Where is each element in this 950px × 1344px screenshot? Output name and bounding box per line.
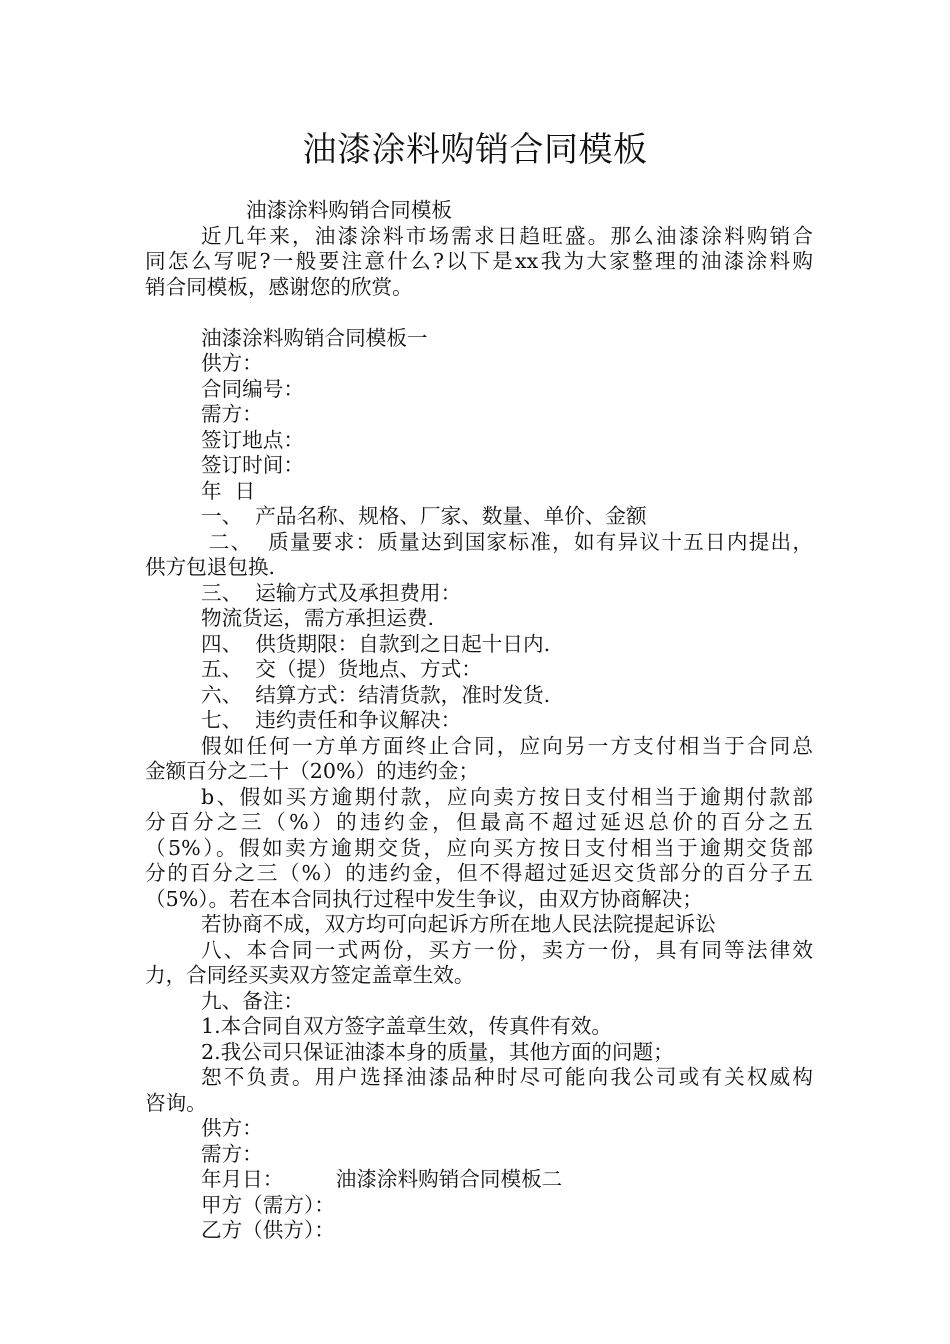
field-sign-time: 签订时间： <box>201 453 304 477</box>
field-buyer: 需方： <box>201 402 263 426</box>
clause-9-item-2: 2.我公司只保证油漆本身的质量，其他方面的问题； <box>201 1039 674 1064</box>
clause-7b-line-4: 分的百分之三（%）的违约金，但不得超过延迟交货部分的百分子五 <box>145 861 813 885</box>
field-supplier: 供方： <box>201 351 263 375</box>
signature-party-b: 乙方（供方）： <box>201 1218 335 1242</box>
clause-7b-line-5: （5%）。若在本合同执行过程中发生争议，由双方协商解决； <box>145 886 703 911</box>
clause-6: 六、 结算方式：结清货款，准时发货. <box>201 682 551 707</box>
clause-7a-line-1: 假如任何一方单方面终止合同，应向另一方支付相当于合同总 <box>201 733 813 758</box>
field-year-day: 年 日 <box>201 478 256 503</box>
document-body <box>145 198 813 1244</box>
clause-2-line-1: 二、 质量要求：质量达到国家标准，如有异议十五日内提出， <box>201 529 813 554</box>
clause-8-line-1: 八、本合同一式两份，买方一份，卖方一份，具有同等法律效 <box>201 937 813 962</box>
field-contract-no: 合同编号： <box>201 376 304 401</box>
document-subtitle: 油漆涂料购销合同模板 <box>246 198 452 222</box>
signature-date-and-next-heading: 年月日： 油漆涂料购销合同模板二 <box>201 1167 563 1191</box>
signature-party-a: 甲方（需方）： <box>201 1192 335 1217</box>
clause-9-item-1: 1.本合同自双方签字盖章生效，传真件有效。 <box>201 1014 612 1038</box>
paragraph-gap <box>145 300 813 326</box>
clause-7b-line-3: （5%）。假如卖方逾期交货，应向买方按日支付相当于逾期交货部 <box>145 835 813 860</box>
clause-8-line-2: 力，合同经买卖双方签定盖章生效。 <box>145 963 475 987</box>
intro-line-1: 近几年来，油漆涂料市场需求日趋旺盛。那么油漆涂料购销合 <box>201 223 813 248</box>
clause-4: 四、 供货期限：自款到之日起十日内. <box>201 631 551 656</box>
clause-5: 五、 交（提）货地点、方式： <box>201 657 482 681</box>
signature-supplier: 供方： <box>201 1116 263 1140</box>
intro-line-3: 销合同模板，感谢您的欣赏。 <box>145 274 413 299</box>
clause-7b-line-1: b、假如买方逾期付款，应向卖方按日支付相当于逾期付款部 <box>201 784 813 809</box>
document-title: 油漆涂料购销合同模板 <box>302 130 648 170</box>
clause-9-item-3-line-1: 恕不负责。用户选择油漆品种时尽可能向我公司或有关权威构 <box>201 1065 813 1089</box>
clause-3: 三、 运输方式及承担费用： <box>201 580 462 605</box>
clause-7: 七、 违约责任和争议解决： <box>201 708 462 732</box>
section-one-heading: 油漆涂料购销合同模板一 <box>201 325 428 350</box>
intro-line-2: 同怎么写呢?一般要注意什么?以下是xx我为大家整理的油漆涂料购 <box>145 249 813 273</box>
field-sign-place: 签订地点： <box>201 427 304 452</box>
clause-9-item-3-line-2: 咨询。 <box>145 1090 207 1115</box>
clause-9: 九、备注： <box>201 988 304 1013</box>
clause-7b-line-2: 分百分之三（%）的违约金，但最高不超过延迟总价的百分之五 <box>145 810 813 834</box>
signature-buyer: 需方： <box>201 1141 263 1166</box>
clause-3-detail: 物流货运，需方承担运费. <box>201 606 435 630</box>
clause-7c: 若协商不成，双方均可向起诉方所在地人民法院提起诉讼 <box>201 912 716 936</box>
clause-2-line-2: 供方包退包换. <box>145 555 276 579</box>
clause-7a-line-2: 金额百分之二十（20%）的违约金； <box>145 759 480 783</box>
clause-1: 一、 产品名称、规格、厂家、数量、单价、金额 <box>201 504 647 528</box>
